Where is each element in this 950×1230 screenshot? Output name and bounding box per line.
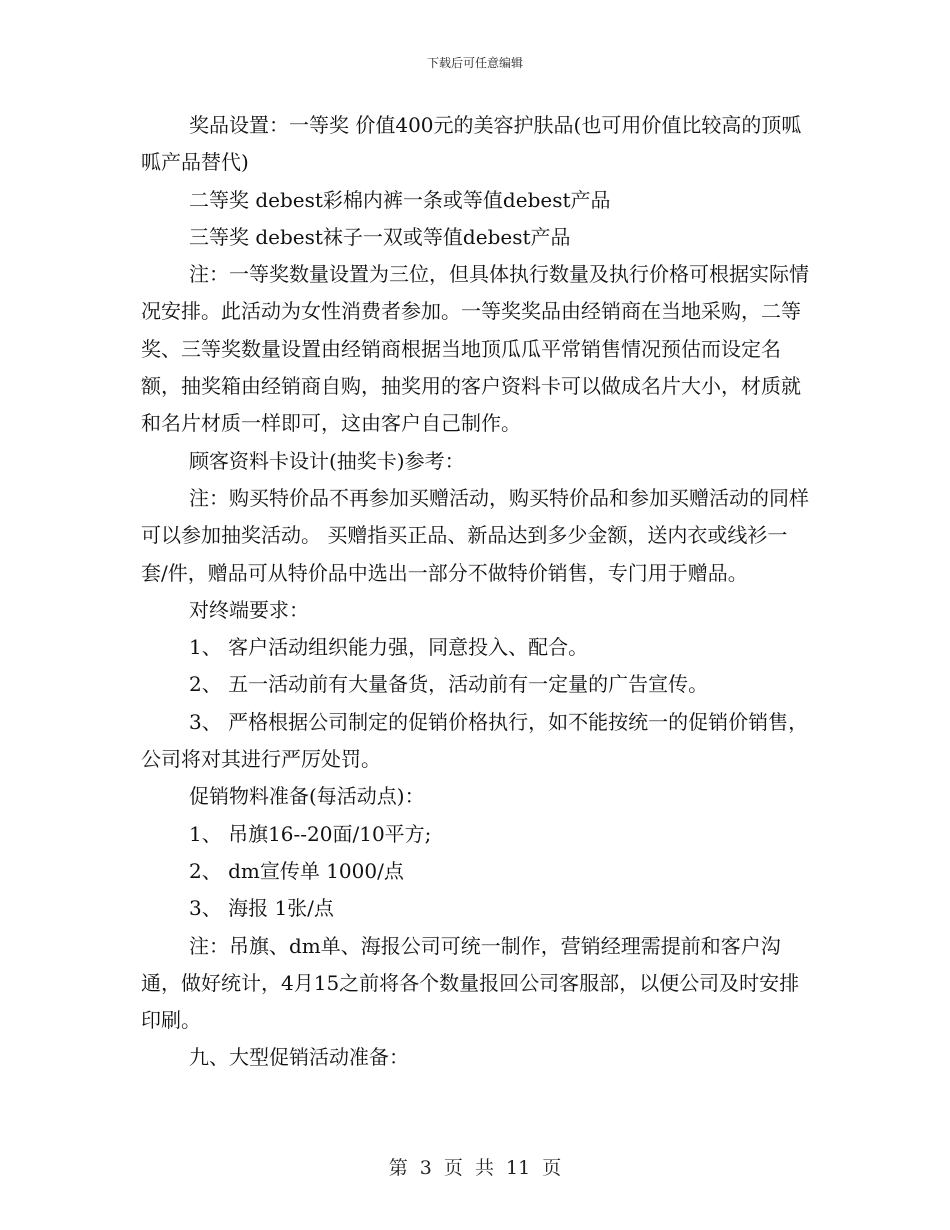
paragraph-materials: 促销物料准备(每活动点)： — [189, 784, 425, 809]
list-item: 2、 dm宣传单 1000/点 — [189, 858, 404, 883]
list-item: 2、 五一活动前有大量备货，活动前有一定量的广告宣传。 — [189, 672, 709, 697]
paragraph-card-design: 顾客资料卡设计(抽奖卡)参考： — [189, 448, 465, 473]
list-item: 3、 严格根据公司制定的促销价格执行，如不能按统一的促销价销售，公司将对其进行严厉处罚。 — [141, 709, 809, 772]
page-number: 第 3 页 共 11 页 — [388, 1157, 562, 1179]
paragraph-second-prize: 二等奖 debest彩棉内裤一条或等值debest产品 — [189, 187, 611, 212]
list-item: 1、 吊旗16--20面/10平方; — [189, 821, 432, 846]
list-item: 3、 海报 1张/点 — [189, 896, 334, 921]
paragraph-prize-note: 注：一等奖数量设置为三位，但具体执行数量及执行价格可根据实际情况安排。此活动为女性消费者参加。一等奖奖品由经销商在当地采购，二等奖、三等奖数量设置由经销商根据当地顶瓜瓜平常销售情况预估而设定名额，抽奖箱由经销商自购，抽奖用的客户资料卡可以做成名片大小，材质就和名片材质一样即可，这由客户自己制作。 — [141, 262, 809, 436]
section-heading: 九、大型促销活动准备： — [189, 1045, 409, 1070]
page-header: 下载后可任意编辑 — [426, 56, 523, 70]
paragraph-third-prize: 三等奖 debest袜子一双或等值debest产品 — [189, 224, 571, 249]
paragraph-materials-note: 注：吊旗、dm单、海报公司可统一制作，营销经理需提前和客户沟通，做好统计，4月15之前将各个数量报回公司客服部，以便公司及时安排印刷。 — [141, 933, 800, 1033]
paragraph-prize-settings: 奖品设置：一等奖 价值400元的美容护肤品(也可用价值比较高的顶呱呱产品替代) — [141, 113, 802, 175]
document-body — [141, 107, 809, 1077]
list-item: 1、 客户活动组织能力强，同意投入、配合。 — [189, 635, 589, 660]
paragraph-terminal-requirements: 对终端要求： — [189, 597, 309, 622]
paragraph-purchase-note: 注：购买特价品不再参加买赠活动，购买特价品和参加买赠活动的同样可以参加抽奖活动。 买赠指买正品、新品达到多少金额，送内衣或线衫一套/件，赠品可从特价品中选出一部分不做特价销售，专门用于赠品。 — [141, 485, 809, 585]
